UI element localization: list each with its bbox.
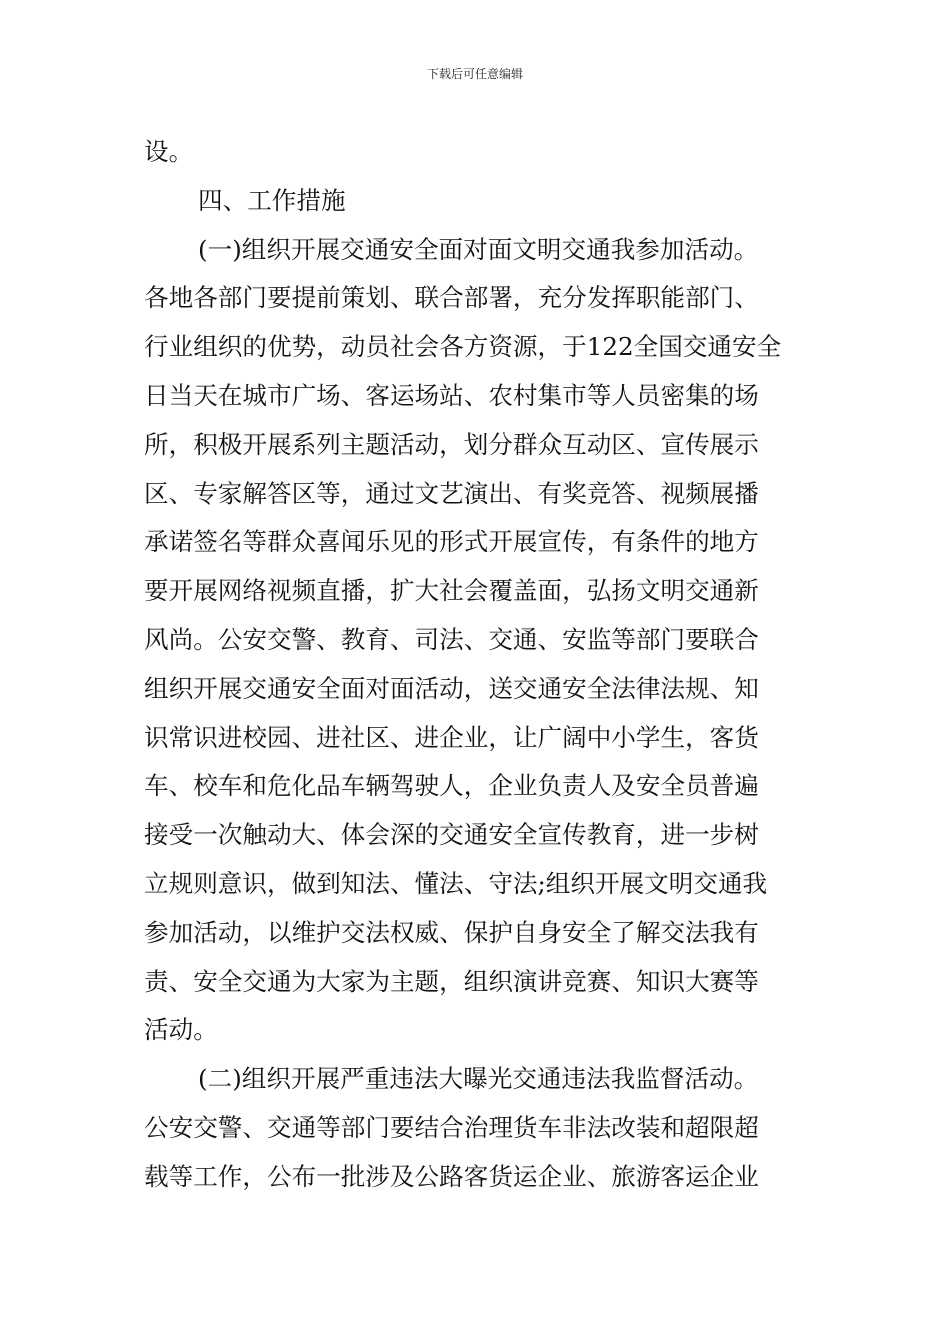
text-line: 所，积极开展系列主题活动，划分群众互动区、宣传展示 [144,429,759,459]
text-line: 车、校车和危化品车辆驾驶人，企业负责人及安全员普遍 [144,771,759,801]
page-header: 下载后可任意编辑 [426,67,523,81]
text-line: 识常识进校园、进社区、进企业，让广阔中小学生，客货 [144,722,759,752]
text-line: 风尚。公安交警、教育、司法、交通、安监等部门要联合 [144,624,759,654]
text-line: 接受一次触动大、体会深的交通安全宣传教育，进一步树 [144,820,759,850]
section-heading: 四、工作措施 [198,185,346,215]
document-body [144,128,808,1202]
text-line: 设。 [144,137,194,166]
subsection-heading: (一)组织开展交通安全面对面文明交通我参加活动。 [198,234,759,264]
text-line: 组织开展交通安全面对面活动，送交通安全法律法规、知 [144,673,759,703]
text-line: 责、安全交通为大家为主题，组织演讲竞赛、知识大赛等 [144,966,759,996]
text-line: 各地各部门要提前策划、联合部署，充分发挥职能部门、 [144,283,759,313]
text-line: 要开展网络视频直播，扩大社会覆盖面，弘扬文明交通新 [144,576,759,606]
text-line: 日当天在城市广场、客运场站、农村集市等人员密集的场 [144,380,759,410]
text-line: 行业组织的优势，动员社会各方资源，于122全国交通安全 [144,332,782,362]
text-line: 公安交警、交通等部门要结合治理货车非法改装和超限超 [144,1112,759,1142]
text-line: 区、专家解答区等，通过文艺演出、有奖竞答、视频展播 [144,478,759,508]
text-line: 承诺签名等群众喜闻乐见的形式开展宣传，有条件的地方 [144,527,759,557]
text-line: 参加活动，以维护交法权威、保护自身安全了解交法我有 [144,917,759,947]
text-line: 活动。 [144,1015,218,1045]
subsection-heading: (二)组织开展严重违法大曝光交通违法我监督活动。 [198,1064,759,1094]
text-line: 载等工作，公布一批涉及公路客货运企业、旅游客运企业 [144,1161,759,1191]
text-line: 立规则意识，做到知法、懂法、守法;组织开展文明交通我 [144,868,768,898]
